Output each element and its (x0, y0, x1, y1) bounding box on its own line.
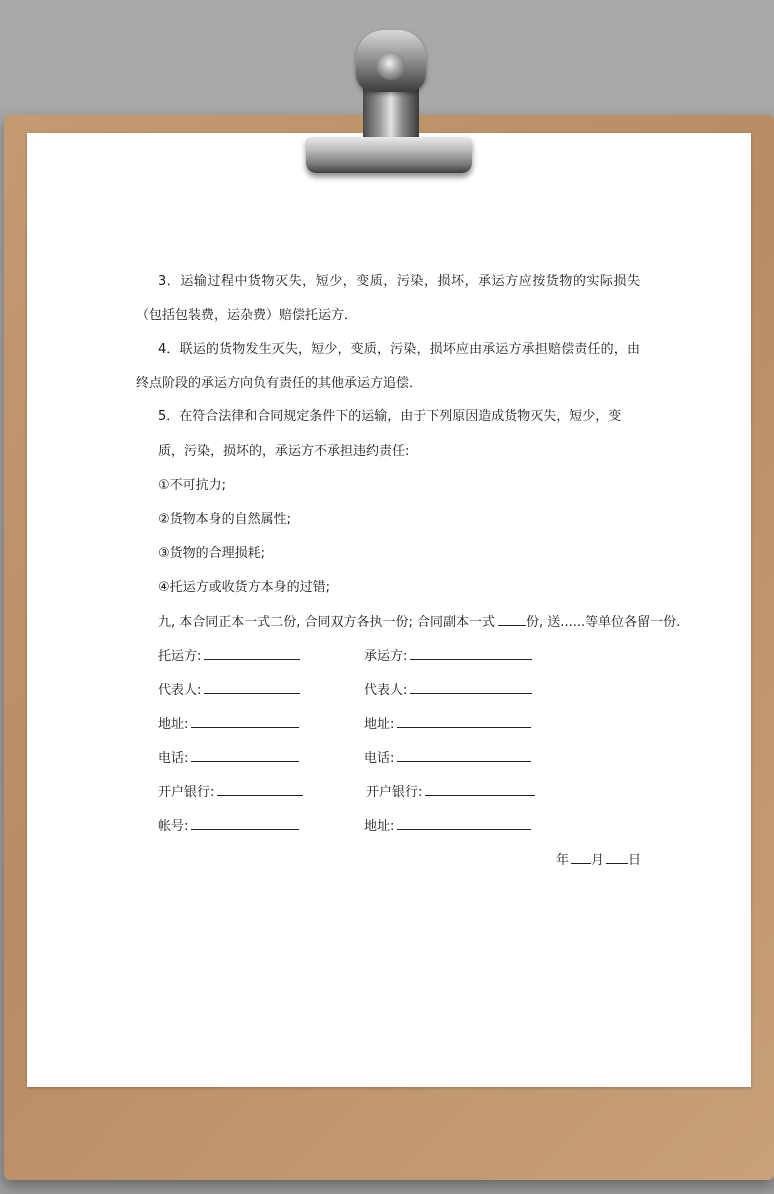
shipper-representative-blank[interactable] (204, 681, 300, 694)
carrier-address-blank[interactable] (397, 715, 531, 728)
carrier-bank-blank[interactable] (425, 783, 535, 796)
copies-clause (158, 613, 680, 632)
shipper-address-blank[interactable] (191, 715, 299, 728)
month-blank[interactable] (571, 851, 591, 864)
carrier-phone-blank[interactable] (397, 749, 531, 762)
shipper-blank[interactable] (204, 647, 300, 660)
exemption-item: ③货物的合理损耗; (158, 546, 266, 561)
exemption-item: ②货物本身的自然属性; (158, 512, 292, 527)
shipper-bank-blank[interactable] (217, 783, 303, 796)
shipper-address-label: 地址: (158, 717, 189, 732)
shipper-representative-field (158, 681, 300, 700)
copies-clause-start: 九, 本合同正本一式二份, 合同双方各执一份; 合同副本一式 (158, 615, 496, 630)
carrier-address2-blank[interactable] (397, 817, 531, 830)
carrier-phone-field (364, 749, 531, 768)
shipper-field (158, 647, 300, 666)
carrier-representative-blank[interactable] (410, 681, 532, 694)
carrier-bank-label: 开户银行: (366, 785, 423, 800)
clause-5-line-1: 5．在符合法律和合同规定条件下的运输，由于下列原因造成货物灭失，短少，变 (158, 409, 622, 424)
carrier-address2-label: 地址: (364, 819, 395, 834)
shipper-phone-blank[interactable] (191, 749, 299, 762)
shipper-account-label: 帐号: (158, 819, 189, 834)
clause-4: 4．联运的货物发生灭失，短少，变质，污染，损坏应由承运方承担赔偿责任的，由终点阶段的承运方向负有责任的其他承运方追偿． (136, 342, 640, 391)
signing-date (556, 851, 641, 870)
clause-5-line-2: 质，污染，损坏的，承运方不承担违约责任: (158, 444, 410, 459)
date-month: 月 (591, 853, 605, 868)
shipper-bank-label: 开户银行: (158, 785, 215, 800)
copies-clause-end: 份, 送......等单位各留一份. (526, 615, 681, 630)
carrier-label: 承运方: (364, 649, 408, 664)
carrier-bank-field (366, 783, 535, 802)
exemption-item: ①不可抗力; (158, 478, 227, 493)
date-year: 年 (556, 853, 570, 868)
shipper-phone-label: 电话: (158, 751, 189, 766)
shipper-representative-label: 代表人: (158, 683, 202, 698)
carrier-representative-field (364, 681, 532, 700)
exemption-item: ④托运方或收货方本身的过错; (158, 580, 331, 595)
carrier-address-label: 地址: (364, 717, 395, 732)
shipper-address-field (158, 715, 299, 734)
shipper-account-field (158, 817, 299, 836)
shipper-label: 托运方: (158, 649, 202, 664)
carrier-representative-label: 代表人: (364, 683, 408, 698)
shipper-bank-field (158, 783, 303, 802)
carrier-blank[interactable] (410, 647, 532, 660)
carrier-phone-label: 电话: (364, 751, 395, 766)
clause-3: 3．运输过程中货物灭失，短少，变质，污染，损坏，承运方应按货物的实际损失（包括包装费，运杂费）赔偿托运方． (136, 274, 640, 323)
copies-count-blank[interactable] (498, 613, 526, 626)
carrier-field (364, 647, 532, 666)
carrier-address-field (364, 715, 531, 734)
shipper-account-blank[interactable] (191, 817, 299, 830)
carrier-address2-field (364, 817, 531, 836)
date-day: 日 (628, 853, 642, 868)
shipper-phone-field (158, 749, 299, 768)
day-blank[interactable] (606, 851, 628, 864)
